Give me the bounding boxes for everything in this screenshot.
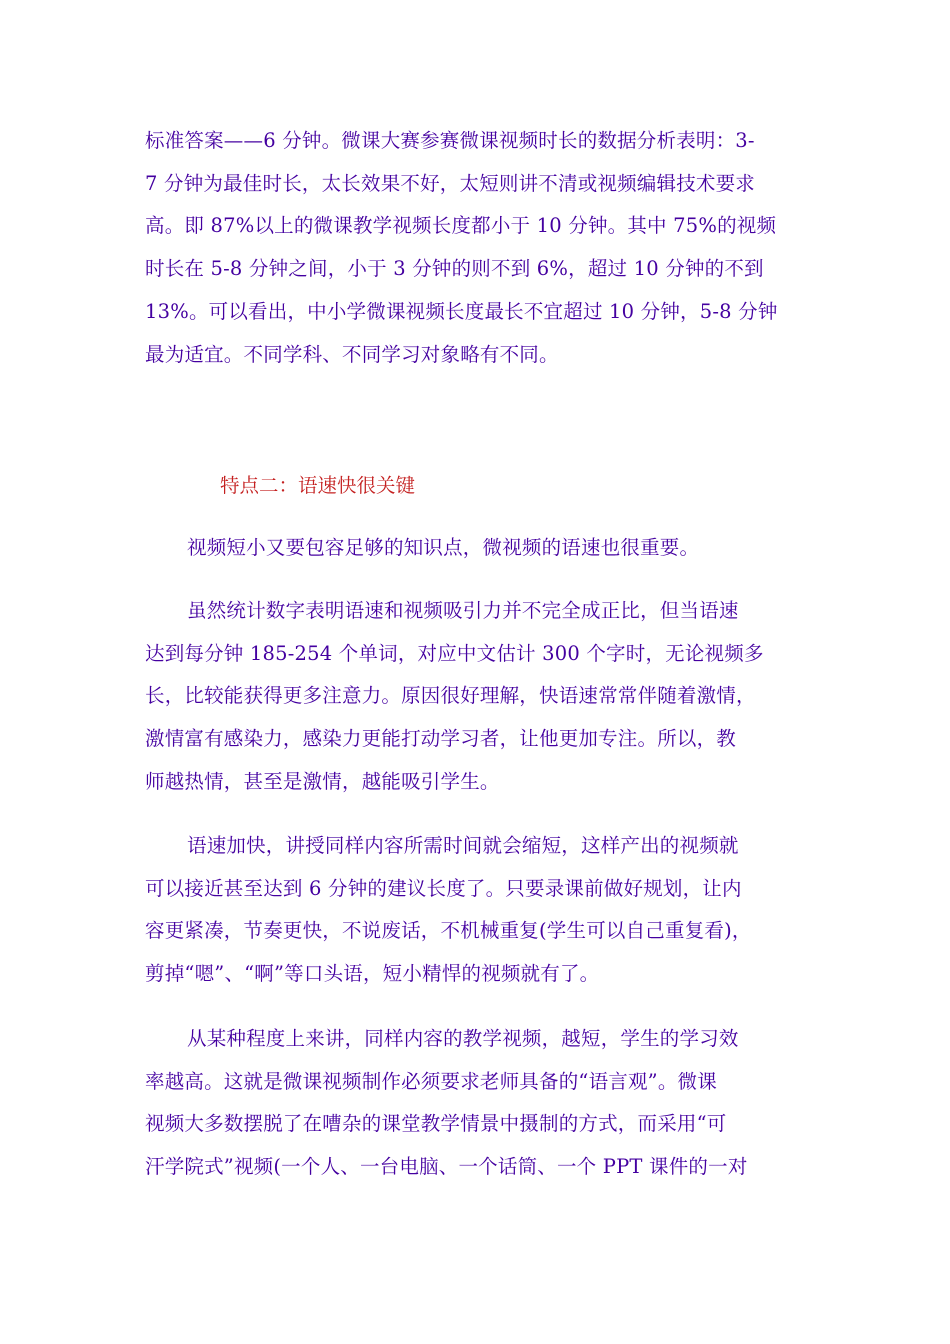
- section-heading: 特点二：语速快很关键: [220, 474, 416, 497]
- paragraph-line: 从某种程度上来讲，同样内容的教学视频，越短，学生的学习效: [187, 1027, 739, 1050]
- paragraph-line: 视频大多数摆脱了在嘈杂的课堂教学情景中摄制的方式，而采用“可: [145, 1112, 727, 1136]
- paragraph-3: [145, 825, 815, 996]
- paragraph-line: 13%。可以看出，中小学微课视频长度最长不宜超过 10 分钟，5-8 分钟: [145, 299, 778, 323]
- paragraph-1: [145, 527, 815, 570]
- paragraph-line: 标准答案——6 分钟。微课大赛参赛微课视频时长的数据分析表明：3-: [145, 129, 755, 152]
- paragraph-line: 剪掉“嗯”、“啊”等口头语，短小精悍的视频就有了。: [145, 962, 600, 986]
- paragraph-line: 语速加快，讲授同样内容所需时间就会缩短，这样产出的视频就: [187, 834, 739, 857]
- paragraph-line: 虽然统计数字表明语速和视频吸引力并不完全成正比，但当语速: [187, 599, 739, 622]
- paragraph-line: 可以接近甚至达到 6 分钟的建议长度了。只要录课前做好规划，让内: [145, 876, 742, 900]
- paragraph-2: [145, 590, 815, 804]
- paragraph-line: 高。即 87%以上的微课教学视频长度都小于 10 分钟。其中 75%的视频: [145, 214, 777, 238]
- paragraph-line: 最为适宜。不同学科、不同学习对象略有不同。: [145, 342, 559, 366]
- paragraph-line: 7 分钟为最佳时长，太长效果不好，太短则讲不清或视频编辑技术要求: [145, 171, 756, 195]
- paragraph-line: 师越热情，甚至是激情，越能吸引学生。: [145, 769, 500, 793]
- paragraph-line: 率越高。这就是微课视频制作必须要求老师具备的“语言观”。微课: [145, 1069, 717, 1093]
- paragraph-line: 容更紧凑，节奏更快，不说废话，不机械重复(学生可以自己重复看)，: [145, 919, 752, 943]
- paragraph-line: 达到每分钟 185-254 个单词，对应中文估计 300 个字时，无论视频多: [145, 641, 764, 665]
- paragraph-line: 激情富有感染力，感染力更能打动学习者，让他更加专注。所以，教: [145, 727, 737, 751]
- paragraph-line: 视频短小又要包容足够的知识点，微视频的语速也很重要。: [187, 536, 700, 559]
- paragraph-line: 长，比较能获得更多注意力。原因很好理解，快语速常常伴随着激情，: [145, 684, 756, 708]
- paragraph-line: 汗学院式”视频(一个人、一台电脑、一个话筒、一个 PPT 课件的一对: [145, 1155, 748, 1179]
- intro-paragraph: [145, 120, 815, 376]
- paragraph-line: 时长在 5-8 分钟之间，小于 3 分钟的则不到 6%，超过 10 分钟的不到: [145, 257, 764, 281]
- paragraph-4: [145, 1018, 815, 1189]
